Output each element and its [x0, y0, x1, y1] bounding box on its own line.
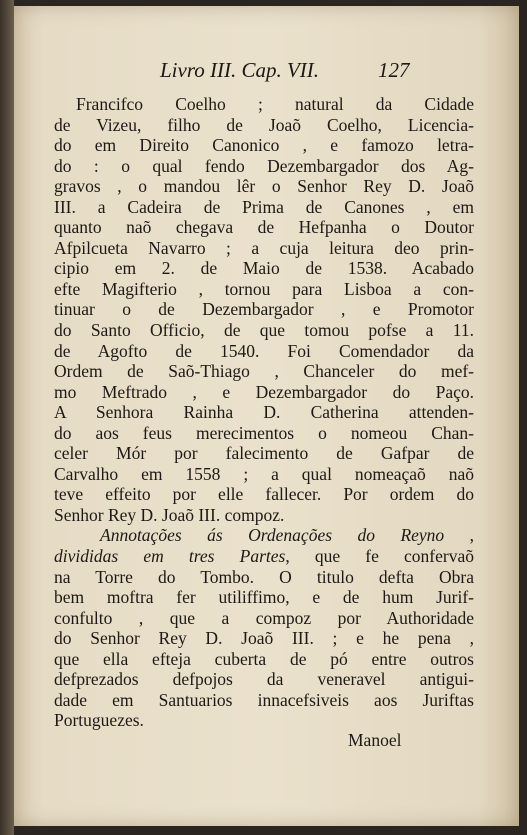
text-line: do aos feus merecimentos o nomeou Chan- — [54, 422, 474, 443]
text-line: dade em Santuarios innacefsiveis aos Juriftas — [54, 689, 474, 710]
text-line: teve effeito por elle fallecer. Por ordem do — [54, 484, 474, 505]
book-spine — [0, 0, 14, 835]
text-line: defprezados defpojos da veneravel antigui- — [54, 669, 474, 690]
text-line: do em Direito Canonico , e famozo letra- — [54, 135, 474, 156]
body-text — [54, 94, 474, 731]
text-line: do : o qual fendo Dezembargador dos Ag- — [54, 155, 474, 176]
text-line: celer Mór por falecimento de Gafpar de — [54, 443, 474, 464]
text-line: Carvalho em 1558 ; a qual nomeaçaõ naõ — [54, 463, 474, 484]
text-line: Afpilcueta Navarro ; a cuja leitura deo prin- — [54, 237, 474, 258]
text-line: cipio em 2. de Maio de 1538. Acabado — [54, 258, 474, 279]
text-line: que ella efteja cuberta de pó entre outros — [54, 648, 474, 669]
text-line: confulto , que a compoz por Authoridade — [54, 607, 474, 628]
text-line: do Santo Officio, de que tomou pofse a 11. — [54, 320, 474, 341]
running-head: Livro III. Cap. VII. — [160, 58, 320, 82]
book-title-part2: divididas em tres Partes — [54, 546, 286, 567]
page-number: 127 — [378, 58, 410, 82]
text-line — [54, 546, 474, 567]
book-title-part1: Annotações ás Ordenações do Reyno — [100, 525, 445, 546]
page-header — [104, 58, 424, 86]
text-line: do Senhor Rey D. Joaõ III. ; e he pena , — [54, 628, 474, 649]
text-line: Senhor Rey D. Joaõ III. compoz. — [54, 504, 285, 525]
catchword: Manoel — [348, 730, 402, 750]
text-line: Portuguezes. — [54, 710, 144, 731]
text-line: A Senhora Rainha D. Catherina attenden- — [54, 402, 474, 423]
text-line: na Torre do Tombo. O titulo defta Obra — [54, 566, 474, 587]
text-line: mo Meftrado , e Dezembargador do Paço. — [54, 381, 474, 402]
text-line: de Vizeu, filho de Joaõ Coelho, Licencia- — [54, 114, 474, 135]
text-line — [54, 525, 474, 546]
text-line: Ordem de Saõ-Thiago , Chanceler do mef- — [54, 361, 474, 382]
text-line: de Agofto de 1540. Foi Comendador da — [54, 340, 474, 361]
text-fragment: , que fe confervaõ — [285, 546, 474, 567]
text-fragment: , — [444, 525, 474, 546]
text-line: efte Magifterio , tornou para Lisboa a con- — [54, 278, 474, 299]
text-line: tinuar o de Dezembargador , e Promotor — [54, 299, 474, 320]
text-line: III. a Cadeira de Prima de Canones , em — [54, 196, 474, 217]
text-line: Francifco Coelho ; natural da Cidade — [76, 94, 474, 114]
text-line: quanto naõ chegava de Hefpanha o Doutor — [54, 217, 474, 238]
book-page — [14, 6, 519, 826]
text-line: gravos , o mandou lêr o Senhor Rey D. Joaõ — [54, 176, 474, 197]
text-line: bem moftra fer utiliffimo, e de hum Jurif- — [54, 587, 474, 608]
